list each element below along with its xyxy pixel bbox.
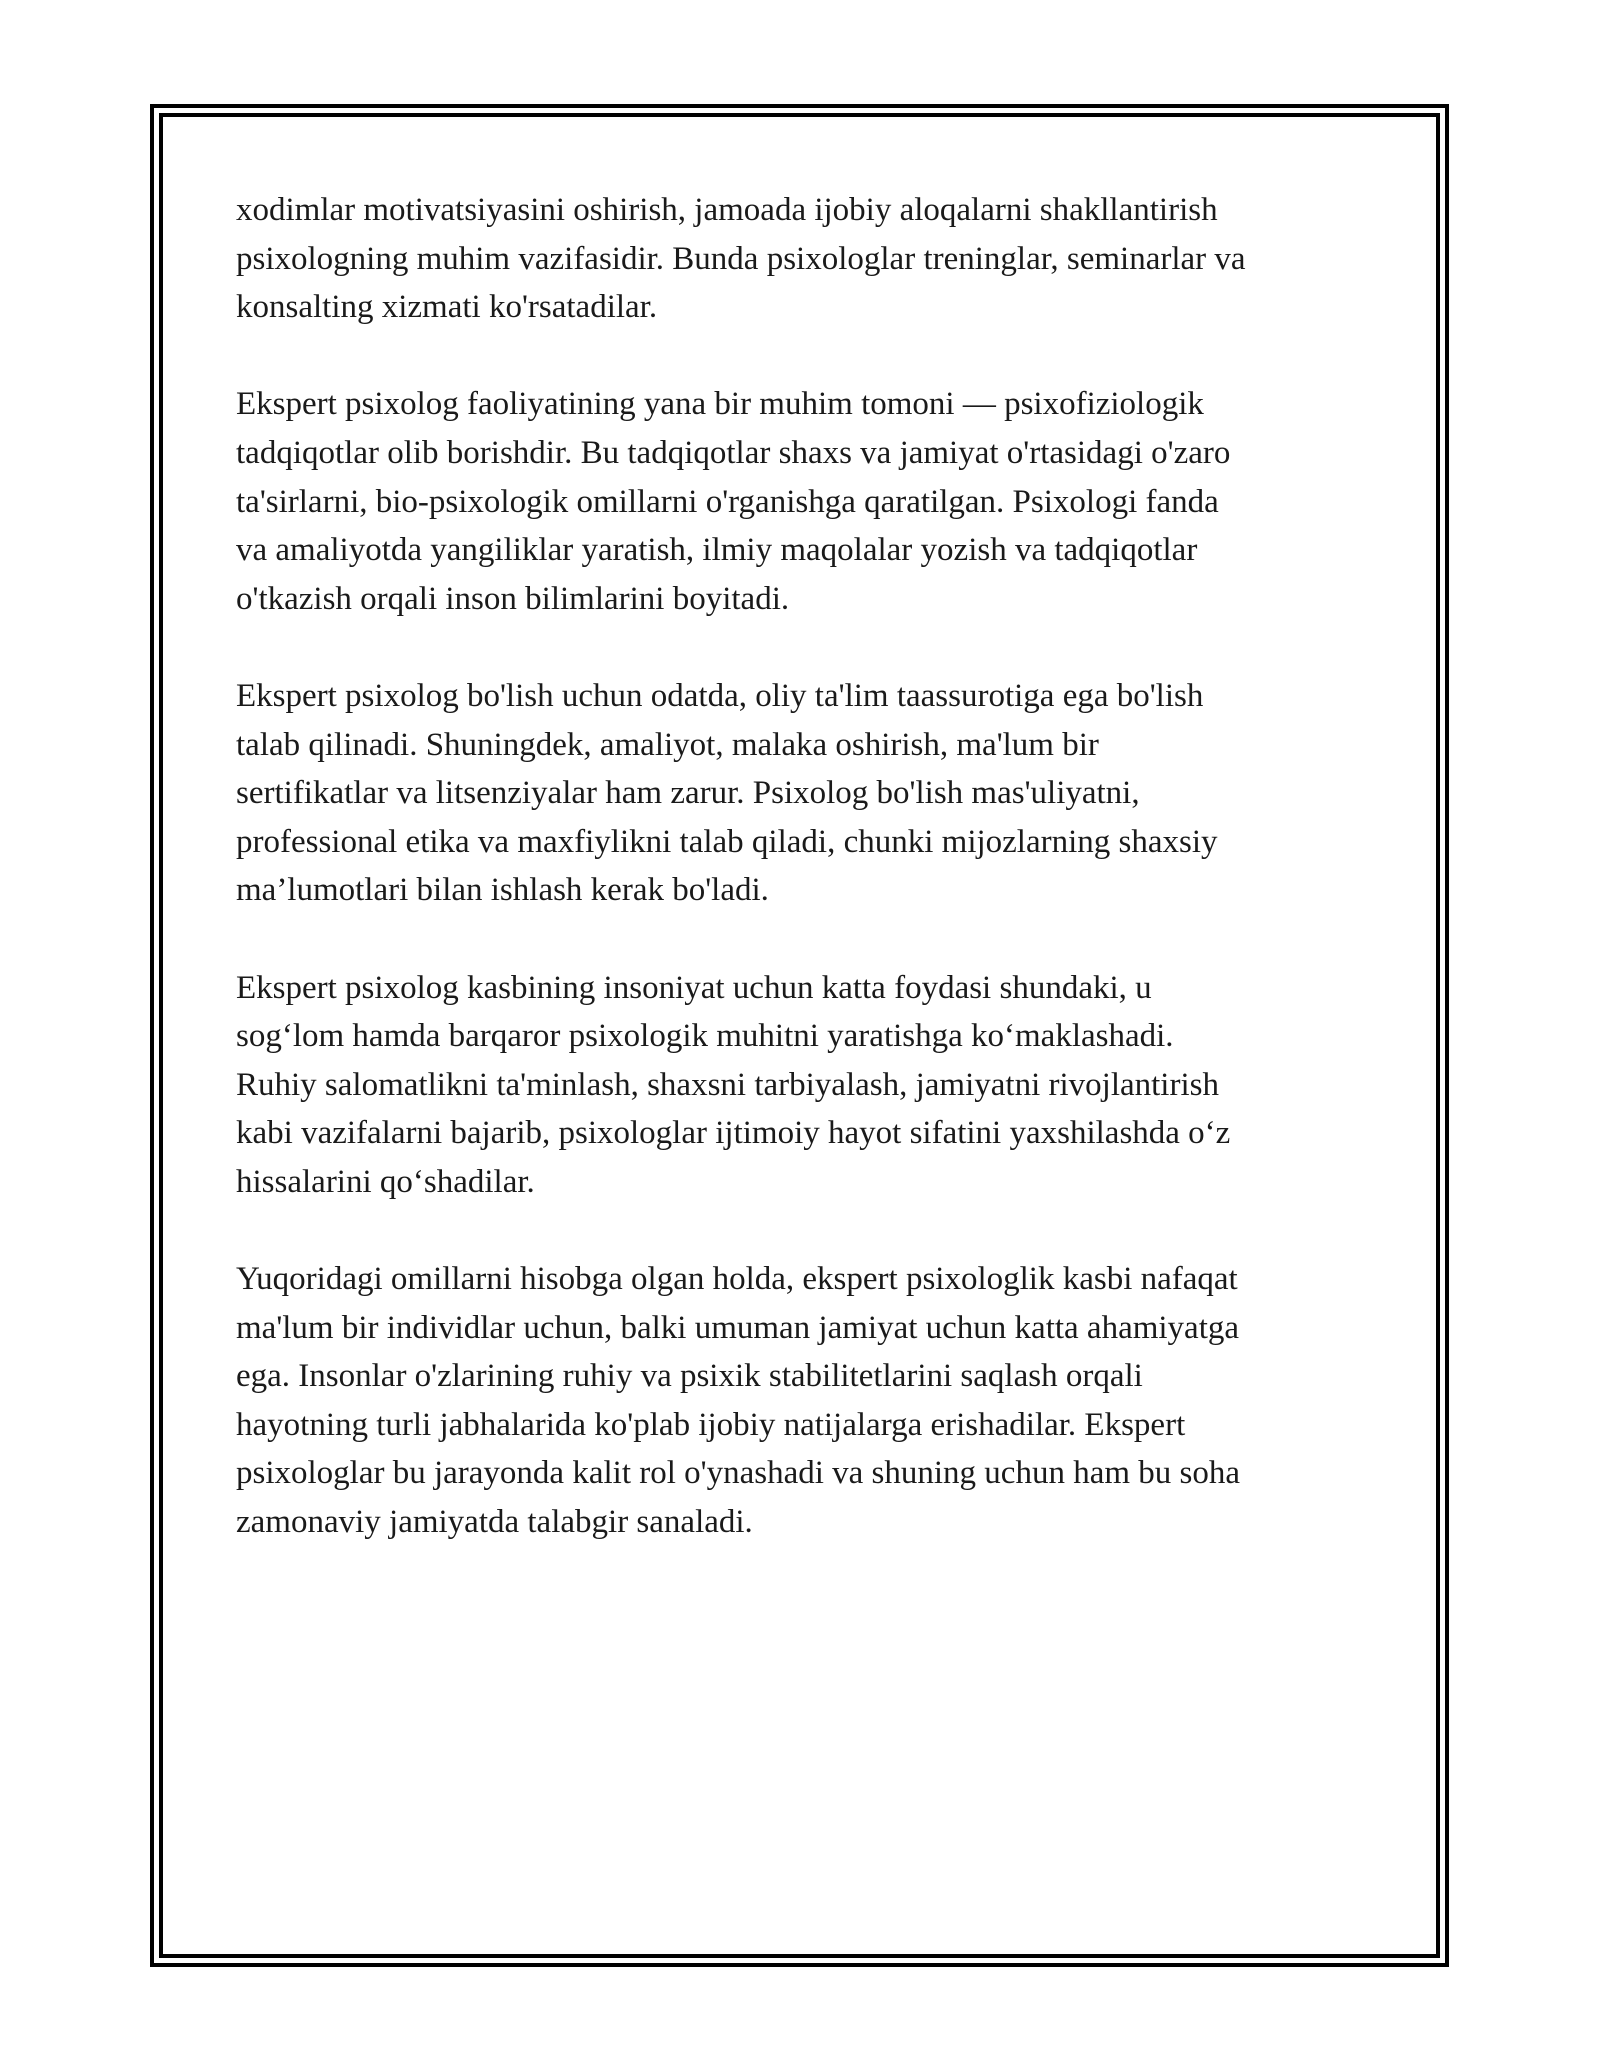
paragraph-2: Ekspert psixolog faoliyatining yana bir muhim tomoni — psixofiziologik tadqiqotlar olib borishdir. Bu tadqiqotlar shaxs va jamiyat o'rtasidagi o'zaro ta'sirlarni, bio-psixologik omillarni o'rganishga qaratilgan. Psixologi fanda va amaliyotda yangiliklar yaratish, ilmiy maqolalar yozish va tadqiqotlar o'tkazish orqali inson bilimlarini boyitadi. <box>236 386 1231 617</box>
paragraph-1: xodimlar motivatsiyasini oshirish, jamoada ijobiy aloqalarni shakllantirish psixologning muhim vazifasidir. Bunda psixologlar treninglar, seminarlar va konsalting xizmati ko'rsatadilar. <box>236 192 1246 326</box>
paragraph-4: Ekspert psixolog kasbining insoniyat uchun katta foydasi shundaki, u sog‘lom hamda barqaror psixologik muhitni yaratishga ko‘maklashadi. Ruhiy salomatlikni ta'minlash, shaxsni tarbiyalash, jamiyatni rivojlantirish kabi vazifalarni bajarib, psixologlar ijtimoiy hayot sifatini yaxshilashda o‘z hissalarini qo‘shadilar. <box>236 969 1231 1200</box>
document-body <box>236 186 1371 1595</box>
paragraph-3: Ekspert psixolog bo'lish uchun odatda, oliy ta'lim taassurotiga ega bo'lish talab qilinadi. Shuningdek, amaliyot, malaka oshirish, ma'lum bir sertifikatlar va litsenziyalar ham zarur. Psixolog bo'lish mas'uliyatni, professional etika va maxfiylikni talab qiladi, chunki mijozlarning shaxsiy ma’lumotlari bilan ishlash kerak bo'ladi. <box>236 677 1218 909</box>
paragraph-5: Yuqoridagi omillarni hisobga olgan holda, ekspert psixologlik kasbi nafaqat ma'lum bir individlar uchun, balki umuman jamiyat uchun katta ahamiyatga ega. Insonlar o'zlarining ruhiy va psixik stabilitetlarini saqlash orqali hayotning turli jabhalarida ko'plab ijobiy natijalarga erishadilar. Ekspert psixologlar bu jarayonda kalit rol o'ynashadi va shuning uchun ham bu soha zamonaviy jamiyatda talabgir sanaladi. <box>236 1261 1241 1541</box>
